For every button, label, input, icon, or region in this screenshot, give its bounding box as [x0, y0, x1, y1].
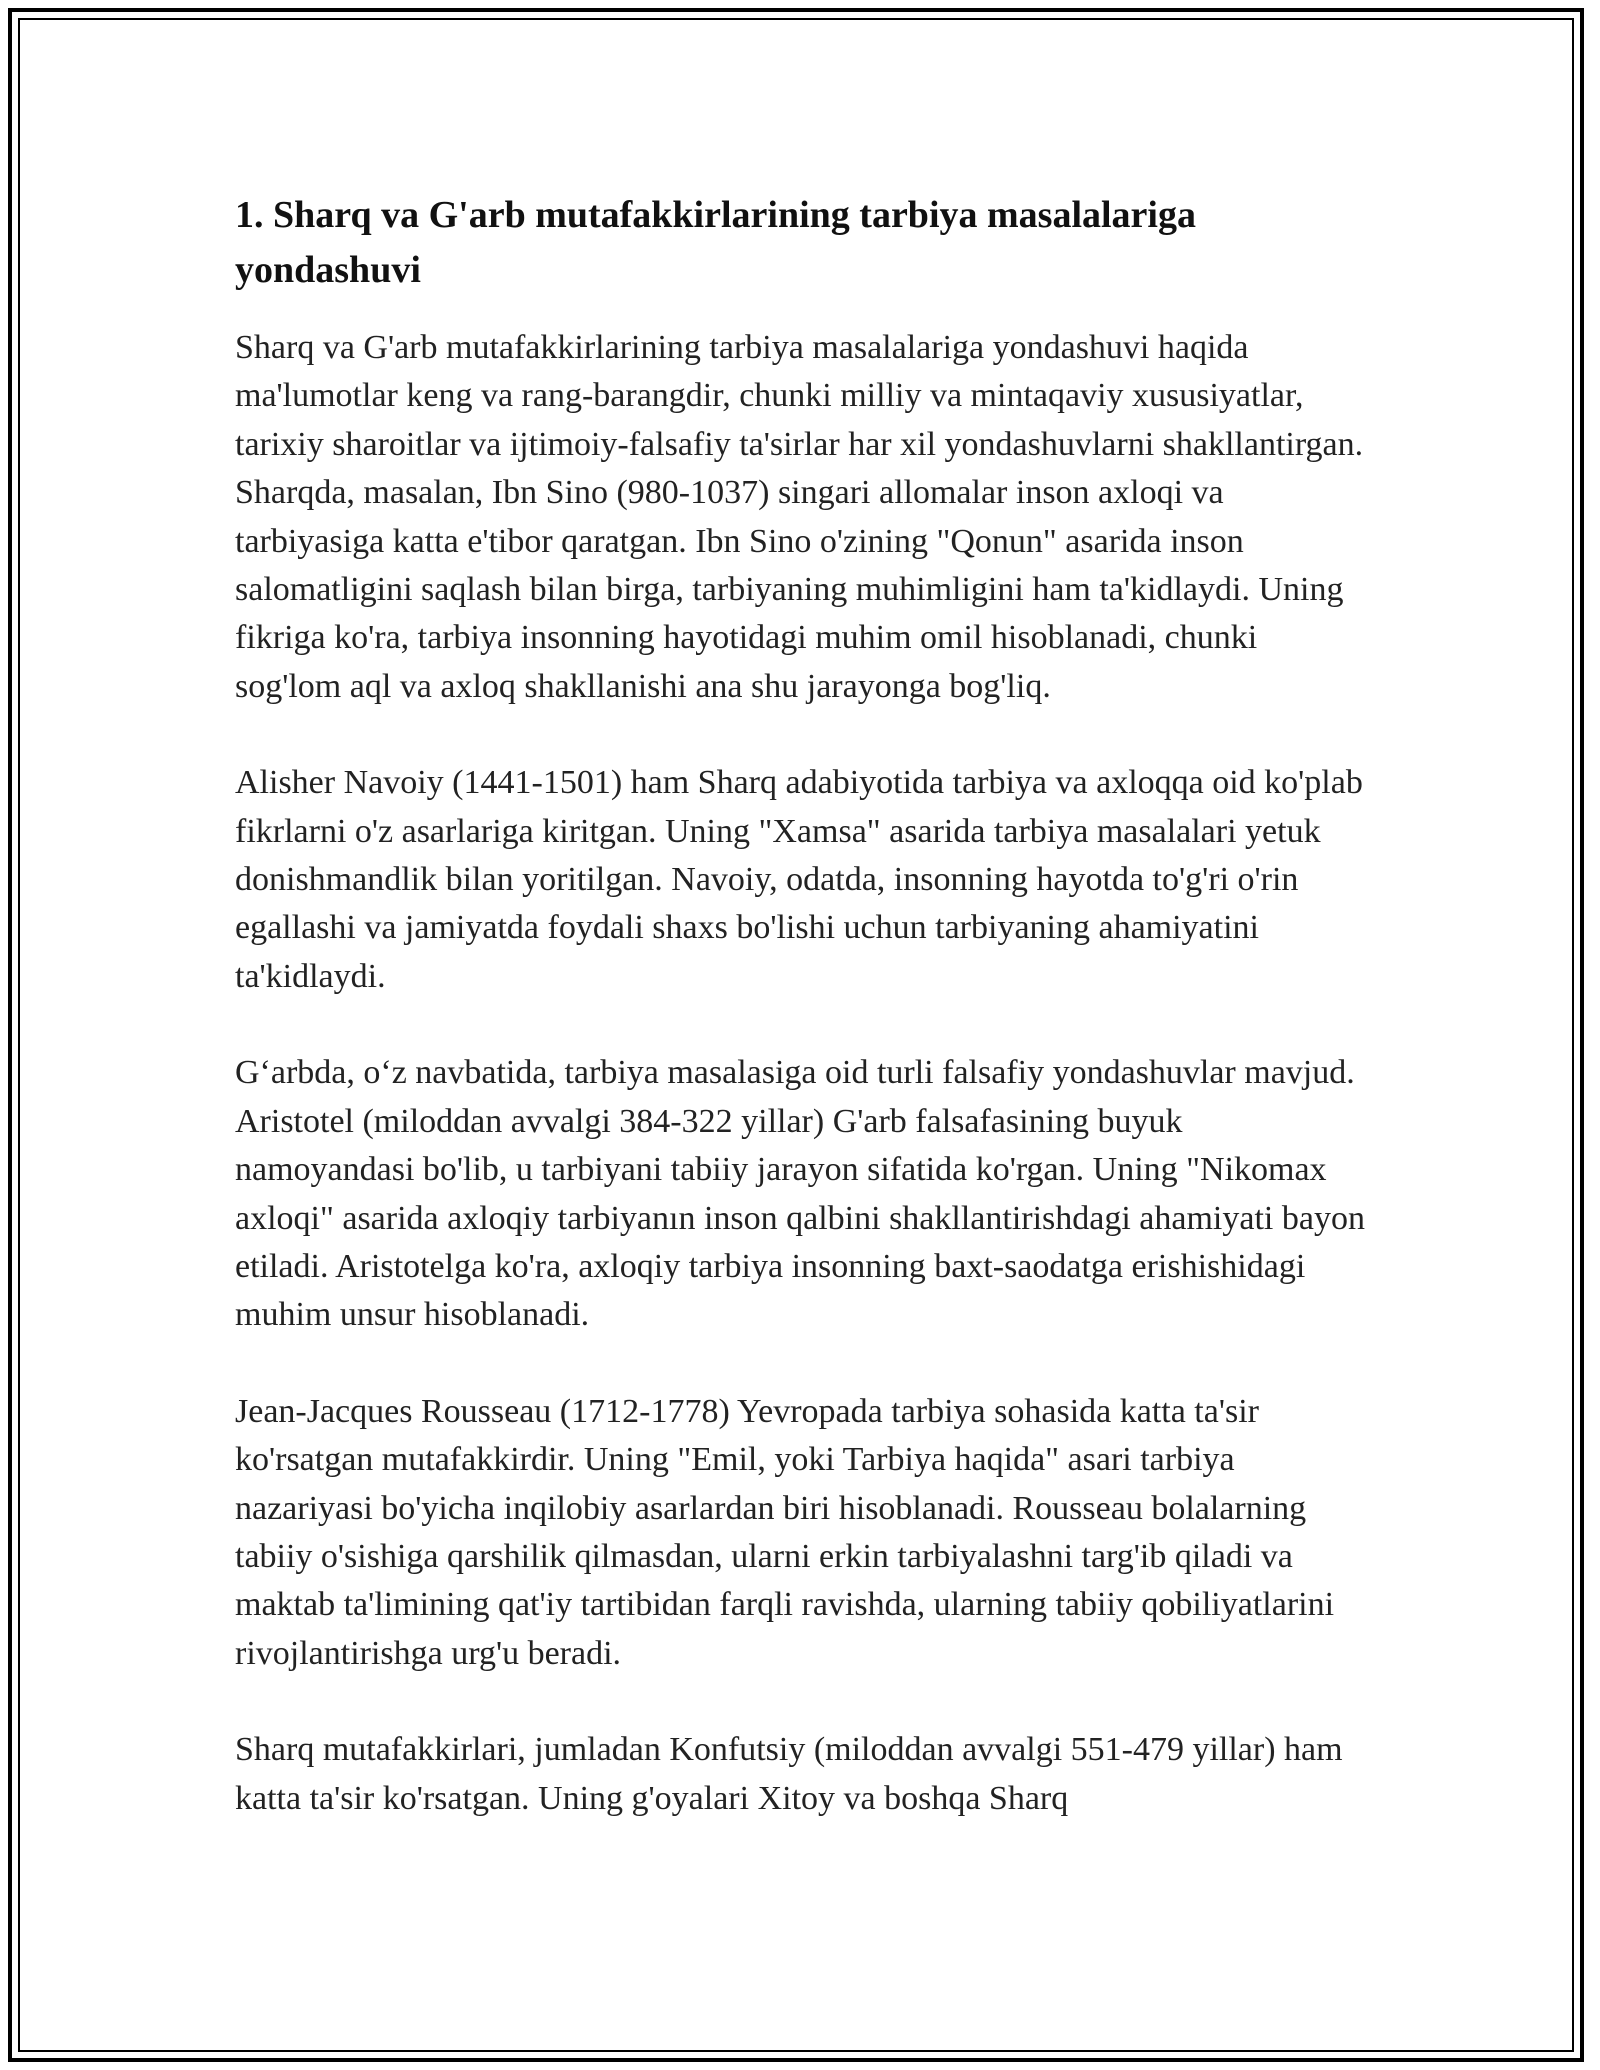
paragraph-aristotel: G‘arbda, o‘z navbatida, tarbiya masalasiga oid turli falsafiy yondashuvlar mavjud. Aristotel (miloddan avvalgi 384-322 yillar) G'arb falsafasining buyuk namoyandasi bo'lib, u tarbiyani tabiiy jarayon sifatida ko'rgan. Uning "Nikomax axloqi" asarida axloqiy tarbiyanın inson qalbini shakllantirishdagi ahamiyati bayon etiladi. Aristotelga ko'ra, axloqiy tarbiya insonning baxt-saodatga erishishidagi muhim unsur hisoblanadi.	[235, 1054, 1365, 1334]
paragraph-navoiy: Alisher Navoiy (1441-1501) ham Sharq adabiyotida tarbiya va axloqqa oid ko'plab fikrlarni o'z asarlariga kiritgan. Uning "Xamsa" asarida tarbiya masalalari yetuk donishmandlik bilan yoritilgan. Navoiy, odatda, insonning hayotda to'g'ri o'rin egallashi va jamiyatda foydali shaxs bo'lishi uchun tarbiyaning ahamiyatini ta'kidlaydi.	[235, 764, 1363, 995]
section-heading: 1. Sharq va G'arb mutafakkirlarining tarbiya masalalariga yondashuvi	[235, 194, 1196, 291]
paragraph-konfutsiy: Sharq mutafakkirlari, jumladan Konfutsiy (miloddan avvalgi 551-479 yillar) ham katta ta'sir ko'rsatgan. Uning g'oyalari Xitoy va boshqa Sharq	[235, 1731, 1343, 1817]
paragraph-rousseau: Jean-Jacques Rousseau (1712-1778) Yevropada tarbiya sohasida katta ta'sir ko'rsatgan mutafakkirdir. Uning "Emil, yoki Tarbiya haqida" asari tarbiya nazariyasi bo'yicha inqilobiy asarlardan biri hisoblanadi. Rousseau bolalarning tabiiy o'sishiga qarshilik qilmasdan, ularni erkin tarbiyalashni targ'ib qiladi va maktab ta'limining qat'iy tartibidan farqli ravishda, ularning tabiiy qobiliyatlarini rivojlantirishga urg'u beradi.	[235, 1392, 1335, 1672]
paragraph-ibn-sino: Sharq va G'arb mutafakkirlarining tarbiya masalalariga yondashuvi haqida ma'lumotlar keng va rang-barangdir, chunki milliy va mintaqaviy xususiyatlar, tarixiy sharoitlar va ijtimoiy-falsafiy ta'sirlar har xil yondashuvlarni shakllantirgan. Sharqda, masalan, Ibn Sino (980-1037) singari allomalar inson axloqi va tarbiyasiga katta e'tibor qaratgan. Ibn Sino o'zining "Qonun" asarida inson salomatligini saqlash bilan birga, tarbiyaning muhimligini ham ta'kidlaydi. Uning fikriga ko'ra, tarbiya insonning hayotidagi muhim omil hisoblanadi, chunki sog'lom aql va axloq shakllanishi ana shu jarayonga bog'liq.	[235, 329, 1364, 705]
document-body	[235, 188, 1370, 1871]
